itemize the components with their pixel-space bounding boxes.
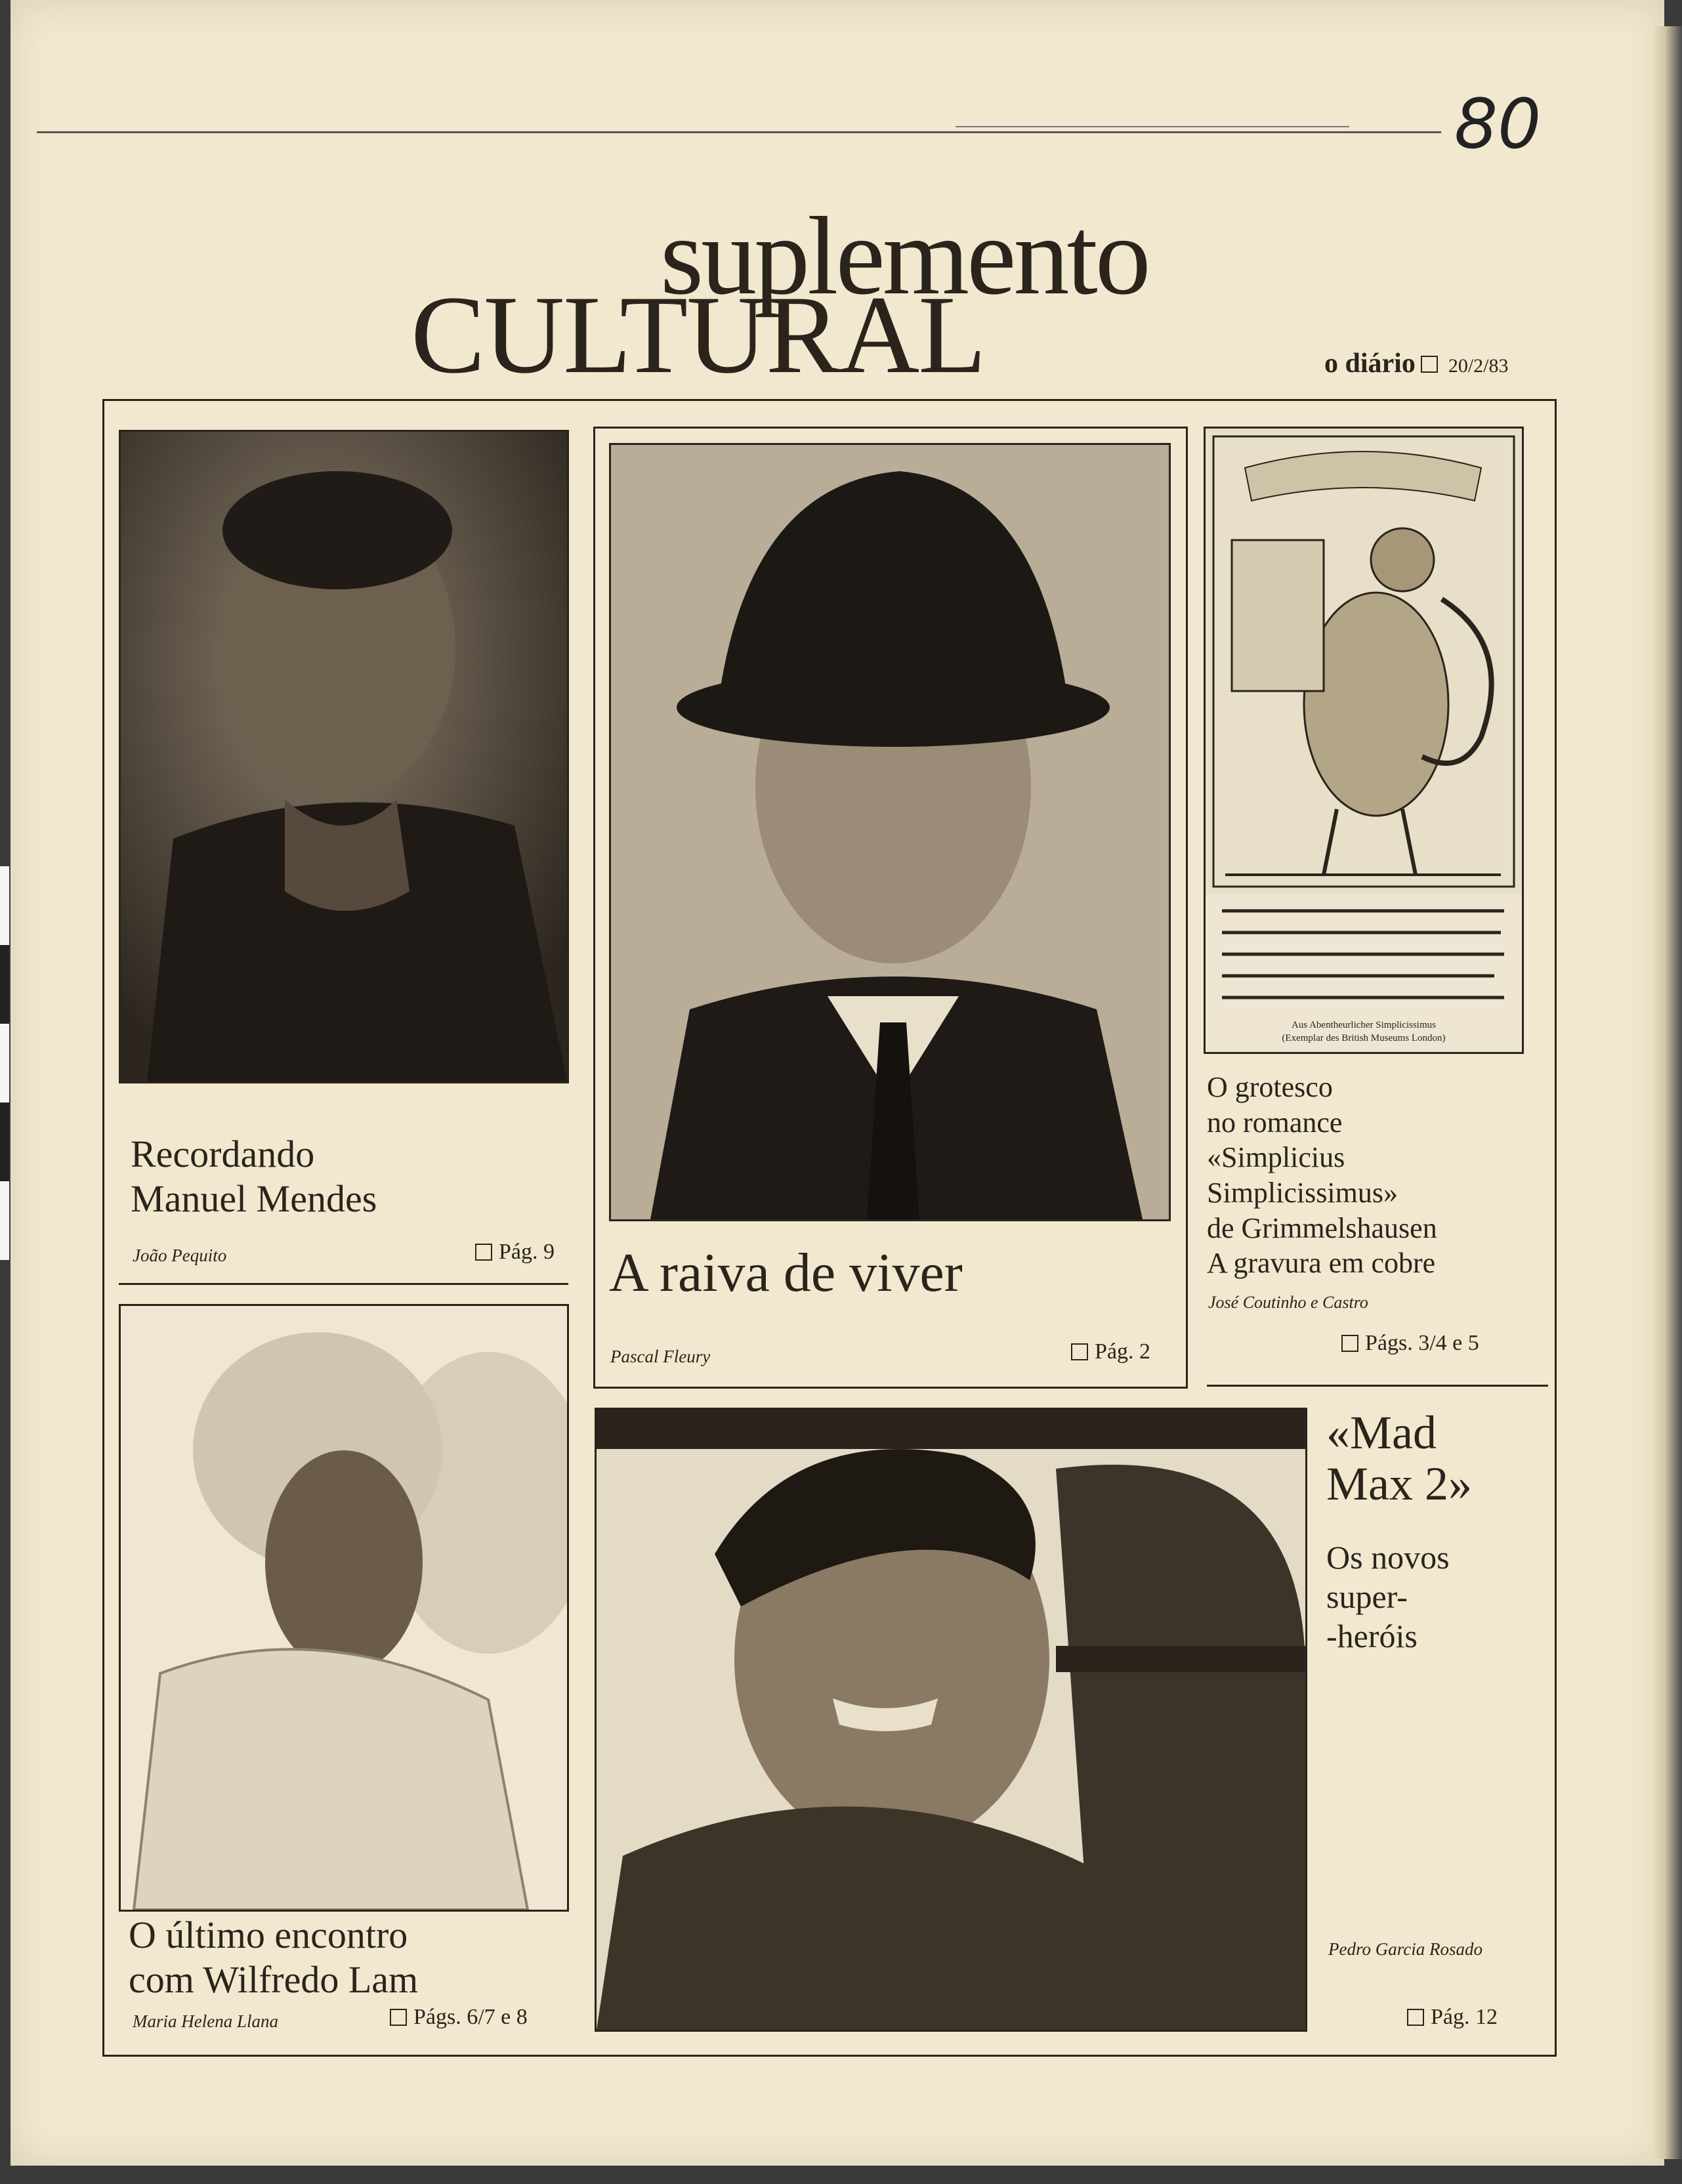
square-bullet-icon <box>1421 356 1438 373</box>
lam-author: Maria Helena Llana <box>133 2011 278 2031</box>
mendes-headline <box>131 1132 377 1221</box>
top-rule-secondary <box>956 126 1349 127</box>
masthead-title-bottom: CULTURAL <box>411 273 986 396</box>
mendes-headline-line2: Manuel Mendes <box>131 1177 377 1220</box>
raiva-headline: A raiva de viver <box>609 1242 963 1303</box>
raiva-page-ref: Pág. 2 <box>1066 1339 1150 1364</box>
publisher-name: o diário <box>1324 348 1416 379</box>
scan-ruler <box>0 866 9 1260</box>
portrait-illustration <box>121 1306 567 1910</box>
mendes-divider <box>119 1283 568 1285</box>
square-bullet-icon <box>1071 1343 1088 1360</box>
square-bullet-icon <box>1341 1335 1358 1352</box>
film-still-illustration <box>597 1410 1305 2030</box>
newspaper-page <box>11 0 1664 2166</box>
raiva-photo <box>609 443 1171 1221</box>
mendes-headline-line1: Recordando <box>131 1133 315 1175</box>
madmax-subheadline: Os novos super- -heróis <box>1326 1539 1450 1654</box>
lam-page-ref: Págs. 6/7 e 8 <box>385 2005 528 2030</box>
portrait-illustration <box>611 445 1169 1219</box>
masthead-title-top: suplemento <box>660 194 1148 318</box>
mendes-photo <box>119 430 569 1083</box>
mendes-page-ref: Pág. 9 <box>470 1240 555 1265</box>
madmax-page-ref: Pág. 12 <box>1402 2005 1498 2030</box>
engraving-caption: Aus Abentheurlicher Simplicissimus (Exemplar des British Museums London) <box>1282 1020 1446 1043</box>
issue-date: 20/2/83 <box>1448 355 1509 377</box>
mendes-author: João Pequito <box>133 1246 227 1265</box>
masthead-meta <box>1324 348 1509 379</box>
square-bullet-icon <box>390 2009 407 2026</box>
grotesco-headline: O grotesco no romance «Simplicius Simplicissimus» de Grimmelshausen A gravura em cobre <box>1207 1071 1437 1280</box>
lam-photo <box>119 1304 569 1912</box>
madmax-author: Pedro Garcia Rosado <box>1328 1939 1482 1959</box>
top-rule <box>37 131 1441 133</box>
madmax-headline: «Mad Max 2» <box>1326 1406 1472 1510</box>
square-bullet-icon <box>1407 2009 1424 2026</box>
lam-headline: O último encontro com Wilfredo Lam <box>129 1914 419 2001</box>
grotesco-author: José Coutinho e Castro <box>1208 1293 1368 1312</box>
grotesco-page-ref: Págs. 3/4 e 5 <box>1336 1331 1479 1356</box>
grotesco-engraving <box>1204 427 1524 1054</box>
square-bullet-icon <box>475 1244 492 1261</box>
page-edge <box>1654 26 1682 2159</box>
edition-number: 80 <box>1454 84 1542 164</box>
raiva-author: Pascal Fleury <box>610 1347 711 1366</box>
portrait-illustration <box>121 432 567 1082</box>
madmax-photo <box>595 1408 1307 2032</box>
engraving-illustration <box>1206 429 1522 1052</box>
grotesco-divider <box>1207 1385 1548 1387</box>
